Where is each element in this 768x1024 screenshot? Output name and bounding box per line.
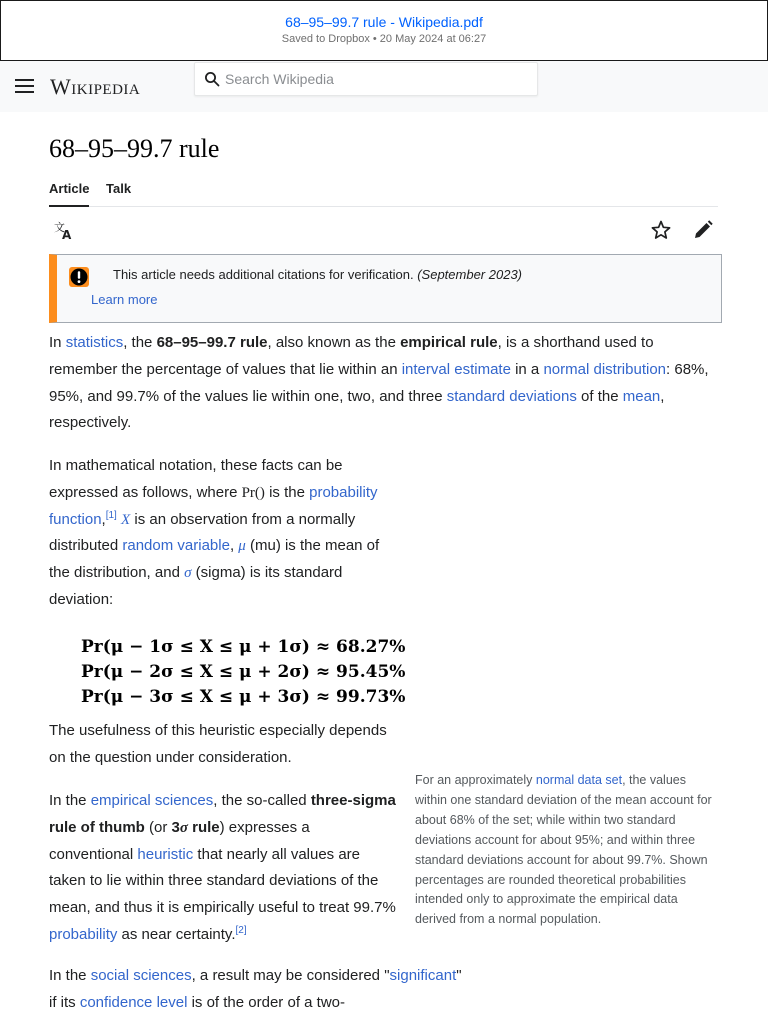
link-probability[interactable]: probability — [49, 925, 118, 943]
pdf-file-title[interactable]: 68–95–99.7 rule - Wikipedia.pdf — [285, 14, 483, 30]
search-icon — [204, 71, 220, 87]
pdf-save-status: Saved to Dropbox • 20 May 2024 at 06:27 — [281, 33, 487, 45]
empirical-paragraph: In the empirical sciences, the so-called three-sigma rule of thumb (or 3σ rule) expresses a conventional heuristic that nearly all values are taken to lie within three standard deviations of the mean, and thus it is empirically useful to treat 99.7% probability as near certainty.[2] — [49, 792, 396, 943]
link-standard-deviations[interactable]: standard deviations — [446, 387, 577, 405]
figure-caption: For an approximately normal data set, the values within one standard deviation of the mean account for about 68% of the set; while within two standard deviations account for about 95%; and within three standard deviations account for about 99.7%. Shown percentages are rounded theoretical probabilities intended only to approximate the empirical data derived from a normal population. — [415, 773, 712, 927]
link-random-variable[interactable]: random variable — [122, 537, 230, 555]
notice-message: This article needs additional citations for verification. — [113, 267, 414, 282]
link-significant[interactable]: significant — [389, 967, 457, 984]
link-confidence-level[interactable]: confidence level — [79, 993, 188, 1011]
link-empirical-sciences[interactable]: empirical sciences — [90, 792, 214, 809]
star-icon[interactable] — [650, 219, 672, 241]
link-mean[interactable]: mean — [622, 387, 661, 405]
link-statistics[interactable]: statistics — [65, 334, 124, 351]
language-icon[interactable] — [53, 220, 75, 242]
tab-talk[interactable]: Talk — [106, 181, 132, 196]
pdf-viewer-header — [0, 0, 768, 61]
svg-text:A: A — [62, 228, 72, 242]
link-normal-distribution[interactable]: normal distribution — [543, 360, 667, 378]
search-box[interactable] — [194, 62, 538, 96]
notice-text — [113, 267, 522, 282]
math-mu: μ — [238, 538, 246, 555]
edit-pencil-icon[interactable] — [692, 219, 714, 241]
math-sigma: σ — [184, 565, 192, 582]
intro-paragraph: In statistics, the 68–95–99.7 rule, also known as the empirical rule, is a shorthand used to remember the percentage of values that lie within an interval estimate in a normal distribution: 68%, 95%, and 99.7% of the values lie within one, two, and three standard deviations of the mean, respectively. — [49, 334, 709, 432]
bold-three-sigma-rule: three-sigma rule of thumb — [49, 792, 396, 836]
math-x: X — [121, 511, 131, 528]
citation-ref-1[interactable]: [1] — [105, 509, 117, 521]
bold-empirical-rule: empirical rule — [400, 334, 498, 351]
bold-rule-name: 68–95–99.7 rule — [156, 334, 268, 351]
notation-paragraph: In mathematical notation, these facts can be expressed as follows, where Pr() is the probability function,[1] X is an observation from a normally distributed random variable, μ (mu) is the mean of the distribution, and σ (sigma) is its standard deviation: — [49, 457, 380, 608]
wikipedia-header — [0, 61, 768, 112]
math-sigma-bold: σ — [179, 819, 188, 836]
notice-date: (September 2023) — [417, 267, 522, 282]
equation-three-sigma: Pr(μ − 3σ ≤ X ≤ μ + 3σ) ≈ 99.73% — [81, 687, 406, 707]
link-interval-estimate[interactable]: interval estimate — [401, 360, 511, 378]
equation-two-sigma: Pr(μ − 2σ ≤ X ≤ μ + 2σ) ≈ 95.45% — [81, 662, 406, 682]
wikipedia-wordmark[interactable]: Wikipedia — [50, 74, 141, 99]
article-tabs — [49, 180, 718, 207]
equation-one-sigma: Pr(μ − 1σ ≤ X ≤ μ + 1σ) ≈ 68.27% — [81, 637, 406, 657]
learn-more-link[interactable]: Learn more — [91, 292, 158, 307]
link-social-sciences[interactable]: social sciences — [90, 967, 192, 984]
math-pr: Pr() — [241, 484, 265, 501]
citation-ref-2[interactable]: [2] — [235, 924, 247, 936]
link-heuristic[interactable]: heuristic — [137, 845, 194, 863]
svg-text:文: 文 — [54, 221, 65, 234]
citation-notice — [49, 254, 722, 323]
page-title: 68–95–99.7 rule — [49, 134, 220, 163]
tab-article[interactable]: Article — [49, 181, 89, 207]
usefulness-paragraph: The usefulness of this heuristic especially depends on the question under consideration. — [49, 722, 387, 766]
warning-icon — [69, 267, 89, 287]
equation-block — [81, 635, 405, 710]
link-probability-function[interactable]: probability function — [49, 483, 378, 528]
social-sciences-paragraph: In the social sciences, a result may be considered "significant" if its confidence level is of the order of a two- — [49, 967, 462, 1011]
search-input[interactable] — [225, 63, 525, 95]
hamburger-menu-icon[interactable] — [15, 79, 34, 94]
link-normal-data-set[interactable]: normal data set — [535, 773, 623, 787]
